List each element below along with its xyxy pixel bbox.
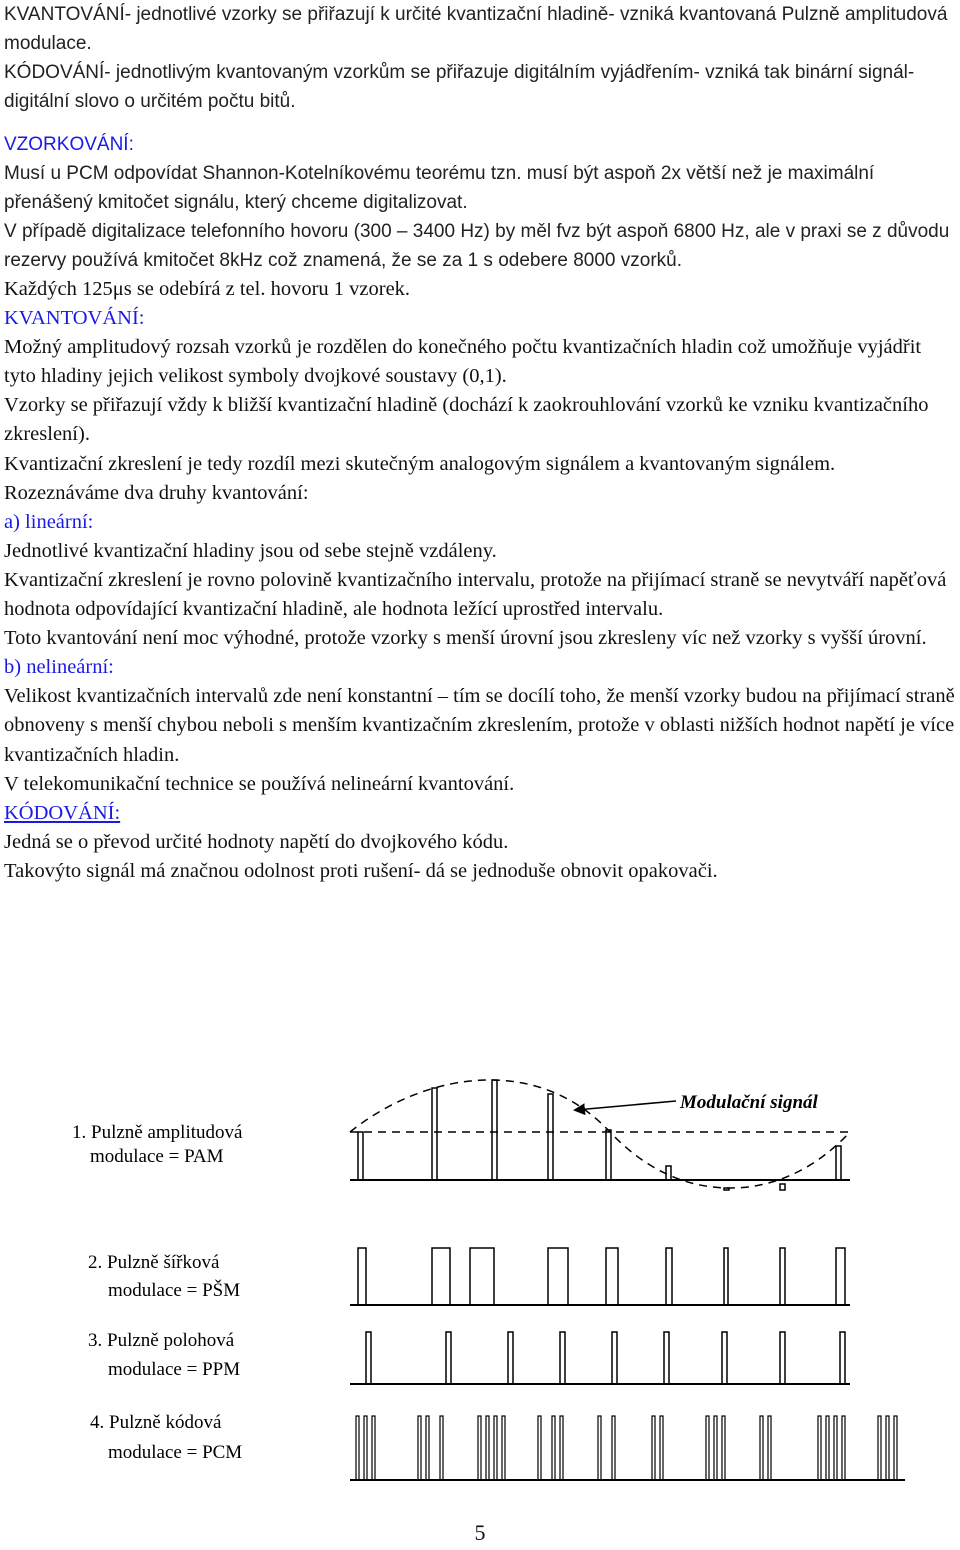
pcm-pulses (356, 1416, 897, 1480)
pam-label-line1: 1. Pulzně amplitudová (72, 1122, 243, 1143)
linear-paragraph-2: Kvantizační zkreslení je rovno polovině kvantizačního intervalu, protože na přijímací straně se nevytváří napěťová hodnota odpovídající kvantizační hladině, ale hodnota ležící uprostřed intervalu. (4, 568, 947, 621)
quantization-paragraph-4: Rozeznáváme dva druhy kvantování: (4, 481, 309, 504)
sampling-paragraph-2: V případě digitalizace telefonního hovoru (300 – 3400 Hz) by měl fvz být aspoň 6800 Hz, ale v praxi se z důvodu rezervy používá kmitočet 8kHz což znamená, že se za 1 s odebere 8000 vzorků. (4, 221, 950, 271)
signal-label-arrow (576, 1101, 676, 1110)
sampling-paragraph-1: Musí u PCM odpovídat Shannon-Kotelníkovému teorému tzn. musí být aspoň 2x větší než je maximální přenášený kmitočet signálu, který chceme digitalizovat. (4, 163, 875, 213)
linear-paragraph-3: Toto kvantování není moc výhodné, protože vzorky s menší úrovní jsou zkresleny víc než vzorky s vyšší úrovní. (4, 627, 927, 650)
page-number: 5 (474, 1520, 486, 1545)
modulation-diagram (60, 1070, 920, 1495)
psm-label-line1: 2. Pulzně šířková (88, 1252, 220, 1273)
document-body (4, 0, 956, 886)
intro-quantization-text: KVANTOVÁNÍ- jednotlivé vzorky se přiřazují k určité kvantizační hladině- vzniká kvantovaná Pulzně amplitudová modulace. (4, 4, 948, 54)
modulating-signal-label: Modulační signál (680, 1092, 818, 1113)
intro-coding-text: KÓDOVÁNÍ- jednotlivým kvantovaným vzorkům se přiřazuje digitálním vyjádřením- vzniká tak binární signál- digitální slovo o určitém počtu bitů. (4, 62, 915, 112)
quantization-paragraph-1: Možný amplitudový rozsah vzorků je rozdělen do konečného počtu kvantizačních hladin což umožňuje vyjádřit tyto hladiny jejich velikost symboly dvojkové soustavy (0,1). (4, 336, 922, 388)
nonlinear-paragraph-2: V telekomunikační technice se používá nelineární kvantování. (4, 772, 515, 795)
ppm-label-line2: modulace = PPM (108, 1359, 241, 1380)
ppm-pulses (366, 1332, 845, 1384)
quantization-heading: KVANTOVÁNÍ: (4, 307, 145, 330)
coding-heading: KÓDOVÁNÍ: (4, 801, 121, 824)
sampling-heading: VZORKOVÁNÍ: (4, 134, 134, 155)
sampling-paragraph-3: Každých 125μs se odebírá z tel. hovoru 1 vzorek. (4, 278, 411, 300)
linear-paragraph-1: Jednotlivé kvantizační hladiny jsou od sebe stejně vzdáleny. (4, 539, 497, 562)
pcm-label-line1: 4. Pulzně kódová (90, 1412, 222, 1433)
nonlinear-heading: b) nelineární: (4, 656, 114, 679)
coding-paragraph-1: Jedná se o převod určité hodnoty napětí do dvojkového kódu. (4, 830, 509, 853)
psm-label-line2: modulace = PŠM (108, 1280, 241, 1301)
psm-pulses (358, 1248, 845, 1305)
nonlinear-paragraph-1: Velikost kvantizačních intervalů zde není konstantní – tím se docílí toho, že menší vzorky budou na přijímací straně obnoveny s menší chybou neboli s menším kvantizačním zkreslením, protože v oblasti nižších hodnot napětí je více kvantizačních hladin. (4, 685, 955, 766)
ppm-label-line1: 3. Pulzně polohová (88, 1330, 235, 1351)
modulation-figure (60, 1070, 920, 1495)
quantization-paragraph-3: Kvantizační zkreslení je tedy rozdíl mezi skutečným analogovým signálem a kvantovaným signálem. (4, 452, 836, 475)
pcm-label-line2: modulace = PCM (108, 1442, 243, 1463)
quantization-paragraph-2: Vzorky se přiřazují vždy k bližší kvantizační hladině (dochází k zaokrouhlování vzorků ke vzniku kvantizačního zkreslení). (4, 394, 929, 446)
linear-heading: a) lineární: (4, 510, 94, 533)
coding-paragraph-2: Takovýto signál má značnou odolnost proti rušení- dá se jednoduše obnovit opakovači. (4, 859, 718, 882)
pam-label-line2: modulace = PAM (90, 1146, 224, 1167)
